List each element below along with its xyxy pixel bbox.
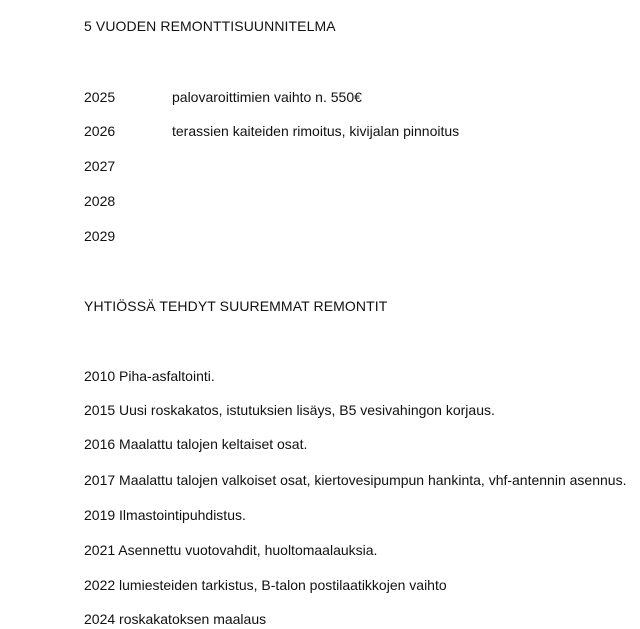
plan-description: terassien kaiteiden rimoitus, kivijalan pinnoitus [172, 123, 460, 139]
list-item: 2016 Maalattu talojen keltaiset osat. [84, 436, 308, 452]
list-item: 2021 Asennettu vuotovahdit, huoltomaalauksia. [84, 542, 378, 558]
plan-year: 2027 [84, 158, 116, 174]
history-heading: YHTIÖSSÄ TEHDYT SUUREMMAT REMONTIT [84, 298, 388, 314]
list-item: 2010 Piha-asfaltointi. [84, 368, 215, 384]
list-item: 2022 lumiesteiden tarkistus, B-talon postilaatikkojen vaihto [84, 577, 447, 593]
list-item: 2017 Maalattu talojen valkoiset osat, kiertovesipumpun hankinta, vhf-antennin asennus. [84, 472, 627, 488]
plan-heading: 5 VUODEN REMONTTISUUNNITELMA [84, 18, 336, 34]
list-item: 2015 Uusi roskakatos, istutuksien lisäys, B5 vesivahingon korjaus. [84, 402, 495, 418]
plan-year: 2026 [84, 123, 116, 139]
list-item: 2019 Ilmastointipuhdistus. [84, 507, 246, 523]
plan-year: 2025 [84, 89, 116, 105]
plan-year: 2028 [84, 193, 116, 209]
list-item: 2024 roskakatoksen maalaus [84, 611, 267, 627]
plan-description: palovaroittimien vaihto n. 550€ [172, 89, 362, 105]
plan-year: 2029 [84, 228, 116, 244]
